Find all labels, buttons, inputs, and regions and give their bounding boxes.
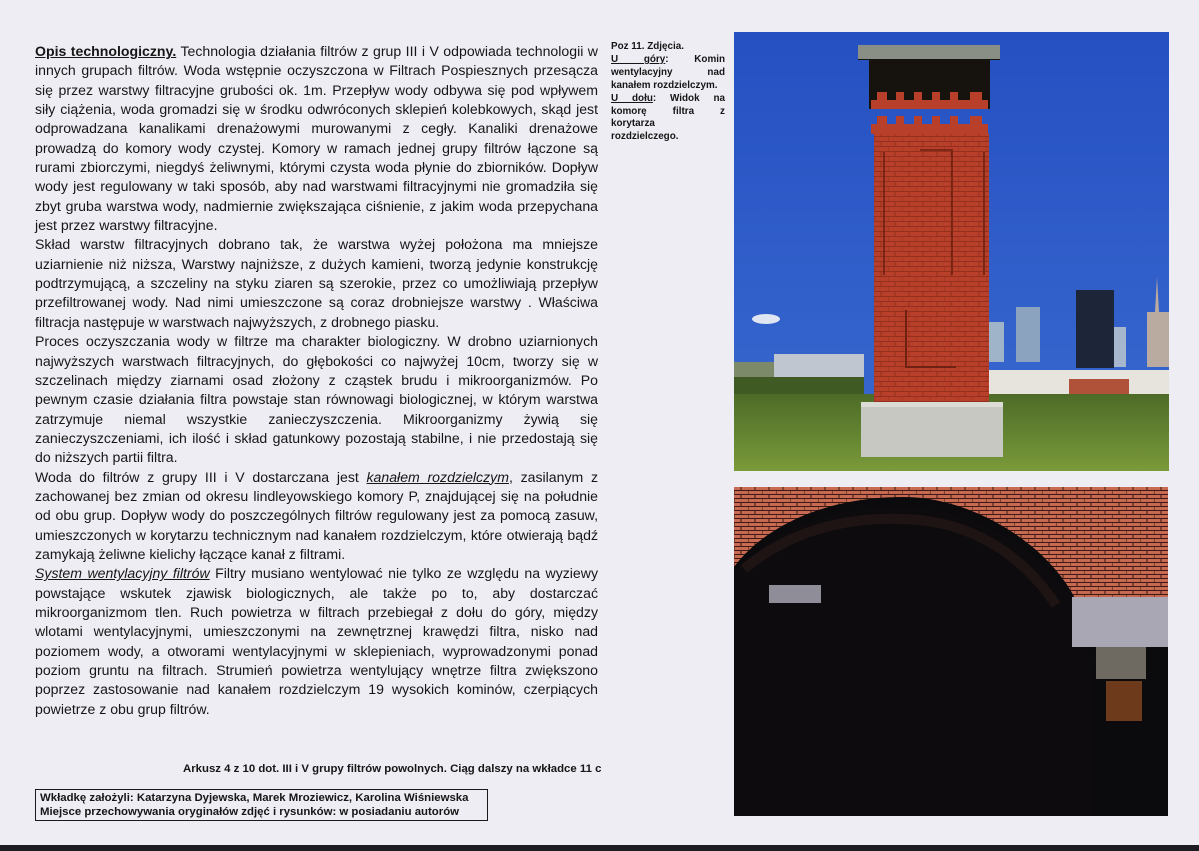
paragraph-technology [35, 42, 598, 235]
caption-bottom-text: : Widok na komorę filtra z korytarza rozdzielczego. [611, 92, 725, 143]
credits-storage: Miejsce przechowywania oryginałów zdjęć i rysunków: w posiadaniu autorów [40, 806, 460, 818]
chamber-photo-illustration [734, 487, 1168, 816]
caption-title: Poz 11. Zdjęcia. [611, 41, 684, 52]
paragraph-text: Technologia działania filtrów z grup III i V odpowiada technologii w innych grupach filtrów. Woda wstępnie oczyszczona w Filtrach Pospiesznych przesącza się przez warstwy filtracyjne grubości ok. 1m. Przepływ wody odbywa się pod wpływem siły ciążenia, woda gromadzi się w środku odwróconych sklepień kolebkowych, skąd jest odprowadzana kanalikami drenażowymi murowanymi z cegły. Kanaliki drenażowe prowadzą do komory wody czystej. Komory w ramach jednej grupy filtrów łączone są rurami zbiorczymi, niegdyś żeliwnymi, którymi czysta woda płynie do zbiorników. Dopływ wody jest regulowany w taki sposób, aby nad warstwami filtracyjnymi nie gromadziła się zbyt gruba warstwa wody, nadmiernie zwiększająca ciśnienie, z jakim woda przepychana jest przez warstwy filtracyjne. [35, 43, 598, 234]
paragraph-text: Filtry musiano wentylować nie tylko ze względu na wyziewy powstające wskutek zjawisk biologicznych, ale także po to, aby dostarczać mikroorganizmom tlen. Ruch powietrza w filtrach przebiegał z dołu do góry, między wlotami wentylacyjnymi, umieszczonymi na zewnętrznej krawędzi filtra, nisko nad poziomem wody, a otworami wentylacyjnymi w sklepieniach, wyprowadzonymi ponad poziom gruntu na filtrach. Strumień powietrza wentylujący wnętrze filtra zwiększono poprzez zastosowanie nad kanałem rozdzielczym 19 wysokich kominów, czerpiących powietrze z obu grup filtrów. [35, 565, 598, 717]
keyword-ventilation-system: System wentylacyjny filtrów [35, 565, 210, 582]
caption-bottom [611, 93, 725, 145]
credits-box [35, 789, 488, 821]
photo-caption [611, 41, 725, 144]
page-bottom-edge [0, 845, 1199, 851]
chimney-base [861, 402, 1003, 457]
paragraph-text: Woda do filtrów z grupy III i V dostarczana jest [35, 468, 367, 485]
caption-top-label: U góry [611, 53, 666, 65]
paragraph-text: Skład warstw filtracyjnych dobrano tak, że warstwa wyżej położona ma mniejsze uziarnienie niż niższa, Warstwy najniższe, z dużych kamieni, tworzą jedynie konstrukcję podtrzymującą, a szczeliny na styku ziaren są szerokie, przez co umożliwiają przepływ przefiltrowanej wody. Nad nimi umieszczone są coraz drobniejsze warstwy . Właściwa filtracja następuje w warstwach najwyższych, z drobnego piasku. [35, 236, 598, 330]
section-heading: Opis technologiczny. [35, 43, 177, 59]
paragraph-layers [35, 235, 598, 332]
chimney-photo-illustration [734, 32, 1169, 471]
paragraph-ventilation [35, 564, 598, 719]
brick-pier [1104, 499, 1168, 599]
chimney-cap [858, 45, 1000, 59]
photo-filter-chamber [734, 487, 1168, 816]
paragraph-water-supply [35, 468, 598, 565]
sheet-note: Arkusz 4 z 10 dot. III i V grupy filtrów powolnych. Ciąg dalszy na wkładce 11 c [183, 763, 602, 775]
photo-ventilation-chimney [734, 32, 1169, 471]
credits-authors: Wkładkę założyli: Katarzyna Dyjewska, Marek Mroziewicz, Karolina Wiśniewska [40, 792, 469, 804]
main-text [35, 42, 598, 719]
caption-top [611, 54, 725, 93]
paragraph-biological-process [35, 332, 598, 467]
paragraph-text: Proces oczyszczania wody w filtrze ma charakter biologiczny. W drobno uziarnionych najwyższych warstwach filtracyjnych, do głębokości co najwyżej 10cm, tworzy się w szczelinach między ziarnami osad złożony z cząstek brudu i mikroorganizmów. Po pewnym czasie działania filtra powstaje stan równowagi biologicznej, w którym warstwa zatrzymuje niemal wszystkie zanieczyszczenia. Mikroorganizmy żywią się zanieczyszczeniami, ich ilość i skład gatunkowy pozostają stabilne, i nie przedostają się do niższych partii filtra. [35, 333, 598, 466]
paragraph-text: , zasilanym z zachowanej bez zmian od okresu lindleyowskiego komory P, znajdującej się na południe od obu grup. Dopływ wody do poszczególnych filtrów regulowany jest za pomocą zasuw, umieszczonych w korytarzu technicznym nad kanałem rozdzielczym, które otwierają bądź zamykają żeliwne kielichy łączące kanał z filtrami. [35, 468, 598, 562]
keyword-distribution-channel: kanałem rozdzielczym [366, 468, 509, 485]
chimney-shaft [874, 134, 989, 402]
cloud [752, 314, 780, 324]
ledge [769, 585, 821, 603]
concrete-pier [1072, 597, 1168, 647]
caption-top-text: : Komin wentylacyjny nad kanałem rozdzielczym. [611, 53, 725, 91]
caption-bottom-label: U dołu [611, 92, 653, 104]
